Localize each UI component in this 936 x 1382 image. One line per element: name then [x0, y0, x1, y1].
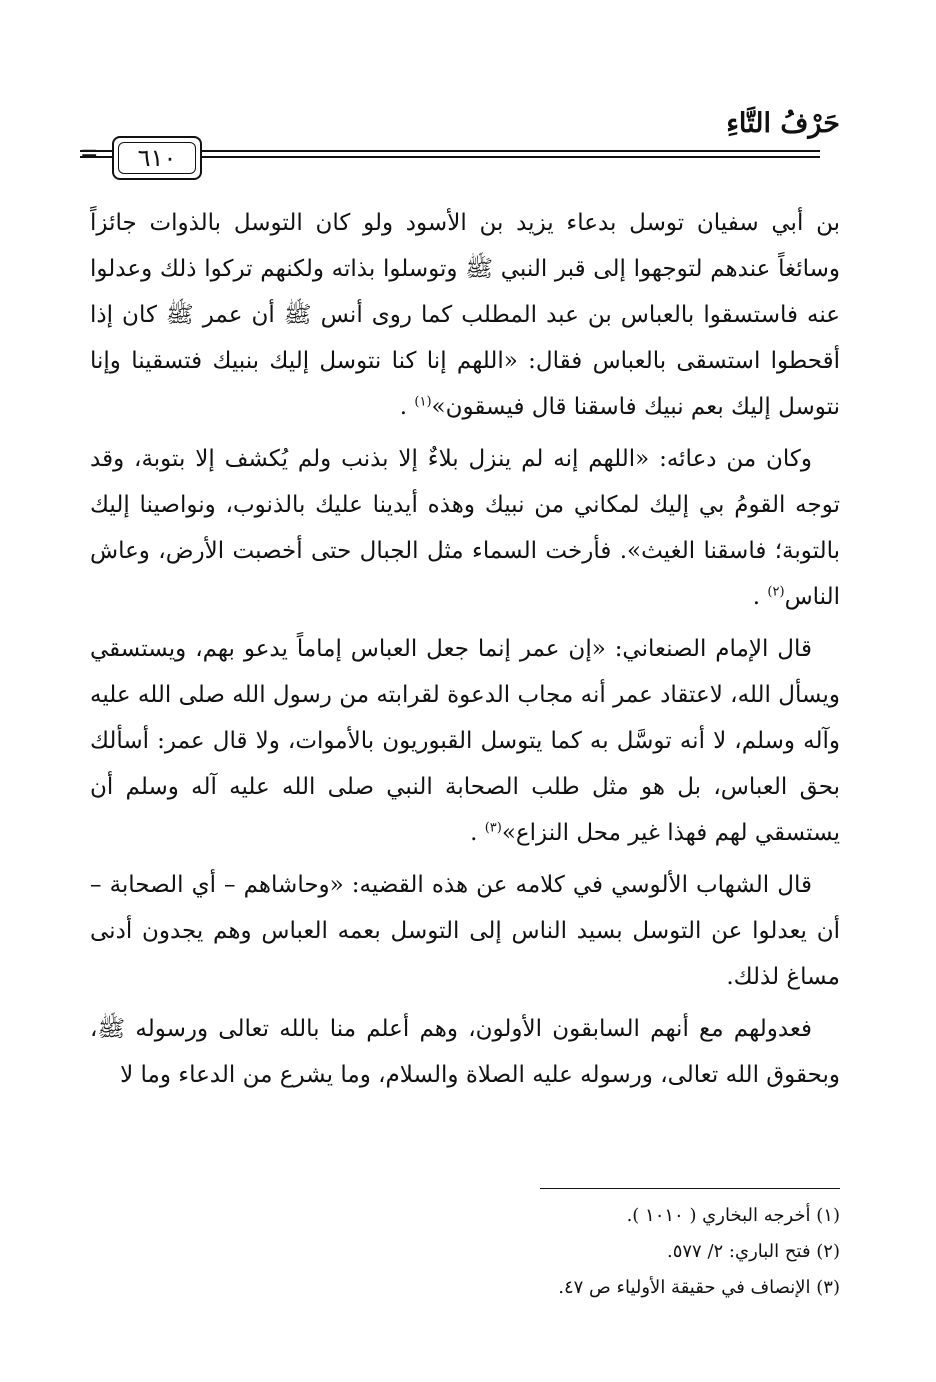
- paragraph-1: [90, 200, 840, 430]
- paragraph-text: وكان من دعائه: «اللهم إنه لم ينزل بلاءٌ إلا بذنب ولم يُكشف إلا بتوبة، وقد توجه القومُ بي إليك لمكاني من نبيك وهذه أيدينا عليك بالذنوب، ونواصينا إليك بالتوبة؛ فاسقنا الغيث». فأرخت السماء مثل الجبال حتى أخصبت الأرض، وعاش الناس: [90, 446, 840, 610]
- page-number-box: [112, 136, 202, 180]
- paragraph-text: قال الشهاب الألوسي في كلامه عن هذه القضيه: «وحاشاهم – أي الصحابة – أن يعدلوا عن التوسل بسيد الناس إلى التوسل بعمه العباس وهم يجدون أدنى مساغ لذلك.: [90, 872, 840, 990]
- footnote-1: (١) أخرجه البخاري ( ١٠١٠ ).: [626, 1205, 840, 1226]
- paragraph-text: بن أبي سفيان توسل بدعاء يزيد بن الأسود ولو كان التوسل بالذوات جائزاً وسائغاً عندهم لتوجهوا إلى قبر النبي ﷺ وتوسلوا بذاته ولكنهم تركوا ذلك وعدلوا عنه فاستسقوا بالعباس بن عبد المطلب كما روى أنس ﷺ أن عمر ﷺ كان إذا أقحطوا استسقى بالعباس فقال: «اللهم إنا كنا نتوسل إليك بنبيك فتسقينا وإنا نتوسل إليك بعم نبيك فاسقنا قال فيسقون»: [90, 210, 840, 420]
- paragraph-4: [90, 862, 840, 1000]
- paragraph-text: فعدولهم مع أنهم السابقون الأولون، وهم أعلم منا بالله تعالى ورسوله ﷺ، وبحقوق الله تعالى، ورسوله عليه الصلاة والسلام، وما يشرع من الدعاء وما لا: [90, 1016, 840, 1088]
- body-text: [90, 200, 840, 1104]
- page-number-frame: [118, 142, 196, 174]
- page-number: ٦١٠: [137, 144, 177, 172]
- sentence-period: .: [399, 394, 408, 420]
- chapter-title: حَرْفُ التَّاءِ: [726, 108, 840, 139]
- sentence-period: .: [470, 820, 478, 846]
- paragraph-5: [90, 1006, 840, 1098]
- paragraph-text: قال الإمام الصنعاني: «إن عمر إنما جعل العباس إماماً يدعو بهم، ويستسقي ويسأل الله، لاعتقاد عمر أنه مجاب الدعوة لقرابته من رسول الله صلى الله عليه وآله وسلم، لا أنه توسَّل به كما يتوسل القبوريون بالأموات، ولا قال عمر: أسألك بحق العباس، بل هو مثل طلب الصحابة النبي صلى الله عليه آله وسلم أن يستسقي لهم فهذا غير محل النزاع»: [90, 636, 840, 846]
- footnote-ref-2: (٢): [767, 584, 785, 600]
- footnote-ref-3: (٣): [484, 820, 502, 836]
- header-left-mark: =: [80, 141, 99, 166]
- footnotes: [340, 1198, 840, 1306]
- footnote-3: (٣) الإنصاف في حقيقة الأولياء ص ٤٧.: [558, 1277, 840, 1298]
- paragraph-2: [90, 436, 840, 620]
- footnote-ref-1: (١): [414, 394, 432, 410]
- paragraph-3: [90, 626, 840, 856]
- page-header: [80, 100, 840, 200]
- footnote-2: (٢) فتح الباري: ٢/ ٥٧٧.: [666, 1241, 840, 1262]
- footnote-separator: [540, 1188, 840, 1189]
- sentence-period: .: [752, 584, 761, 610]
